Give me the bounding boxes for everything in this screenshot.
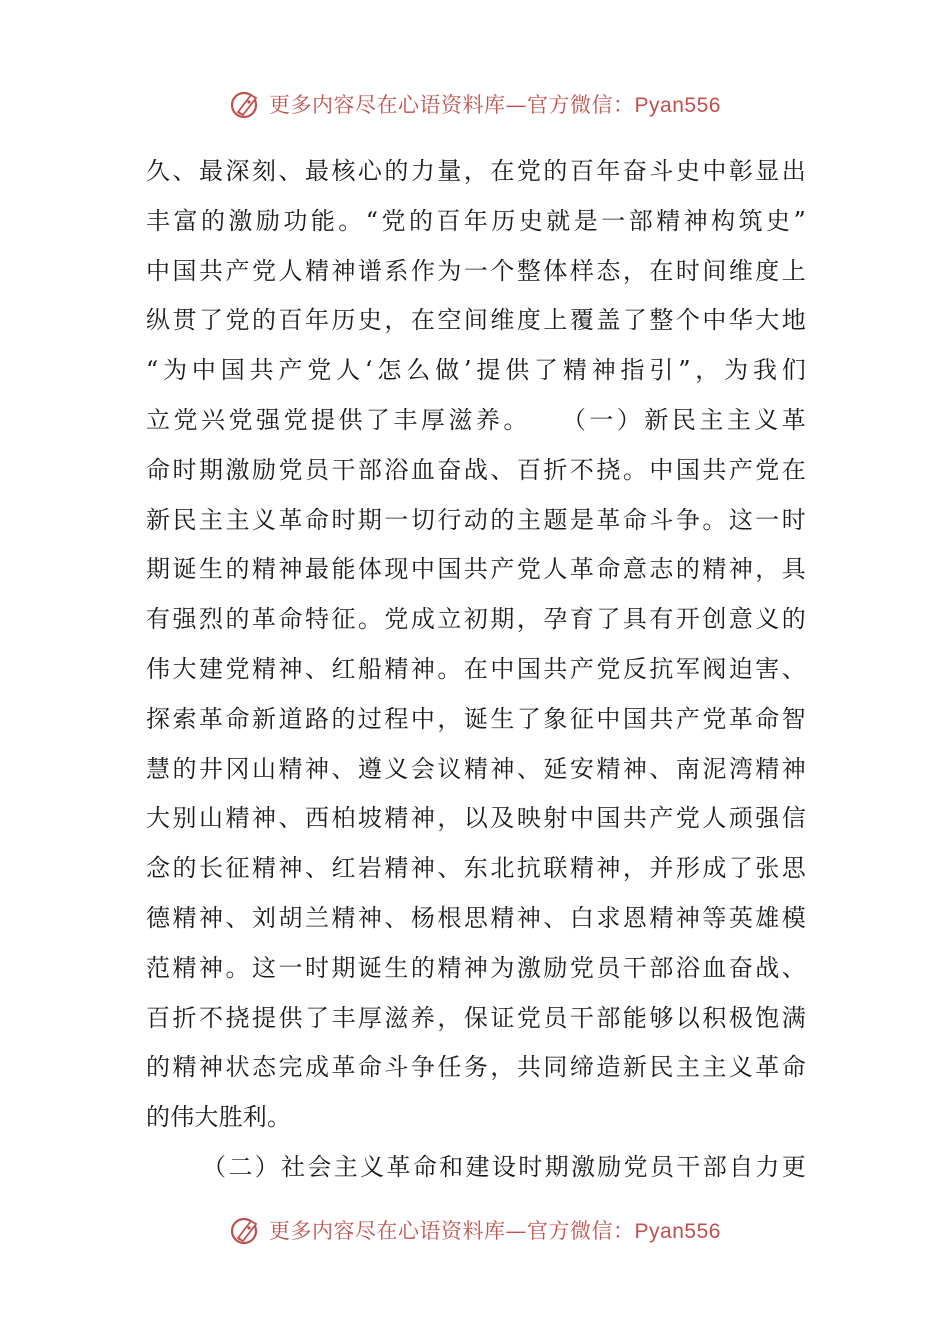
- header-watermark: [0, 84, 950, 124]
- pen-nib-circle-logo-icon: [229, 1213, 263, 1247]
- body-text-line: 探索革命新道路的过程中，诞生了象征中国共产党革命智: [146, 704, 806, 733]
- body-text-line: 丰富的激励功能。“党的百年历史就是一部精神构筑史”: [146, 206, 806, 235]
- body-text-line: 命时期激励党员干部浴血奋战、百折不挠。中国共产党在: [146, 455, 806, 484]
- body-text-line: 大别山精神、西柏坡精神，以及映射中国共产党人顽强信: [146, 804, 806, 833]
- watermark-text: 更多内容尽在心语资料库—官方微信：Pyan556: [269, 93, 721, 117]
- body-text-line: 中国共产党人精神谱系作为一个整体样态，在时间维度上: [146, 256, 806, 285]
- document-body: [146, 147, 806, 1193]
- footer-watermark: [0, 1210, 950, 1250]
- body-text-line: 德精神、刘胡兰精神、杨根思精神、白求恩精神等英雄模: [146, 903, 806, 932]
- body-text-line: 范精神。这一时期诞生的精神为激励党员干部浴血奋战、: [146, 953, 806, 982]
- body-text-line: 期诞生的精神最能体现中国共产党人革命意志的精神，具: [146, 555, 806, 584]
- body-text-line: 伟大建党精神、红船精神。在中国共产党反抗军阀迫害、: [146, 654, 806, 683]
- body-text-line: 立党兴党强党提供了丰厚滋养。 （一）新民主主义革: [146, 405, 806, 434]
- body-text-line: 的精神状态完成革命斗争任务，共同缔造新民主主义革命: [146, 1053, 806, 1082]
- body-text-line: （二）社会主义革命和建设时期激励党员干部自力更: [202, 1152, 806, 1181]
- body-text-line: “为中国共产党人‘怎么做’提供了精神指引”，为我们: [146, 356, 806, 385]
- body-text-line: 念的长征精神、红岩精神、东北抗联精神，并形成了张思: [146, 854, 806, 883]
- body-text-line: 新民主主义革命时期一切行动的主题是革命斗争。这一时: [146, 505, 806, 534]
- pen-nib-circle-logo-icon: [229, 87, 263, 121]
- body-text-line: 纵贯了党的百年历史，在空间维度上覆盖了整个中华大地: [146, 306, 806, 335]
- body-text-line: 有强烈的革命特征。党成立初期，孕育了具有开创意义的: [146, 605, 806, 634]
- body-text-line: 久、最深刻、最核心的力量，在党的百年奋斗史中彰显出: [146, 157, 806, 185]
- wechat-id: Pyan556: [634, 1220, 721, 1243]
- body-text-line: 慧的井冈山精神、遵义会议精神、延安精神、南泥湾精神: [146, 754, 806, 783]
- body-text-line: 的伟大胜利。: [146, 1103, 292, 1132]
- body-text-line: 百折不挠提供了丰厚滋养，保证党员干部能够以积极饱满: [146, 1003, 806, 1032]
- watermark-text: 更多内容尽在心语资料库—官方微信：Pyan556: [269, 1219, 721, 1243]
- wechat-id: Pyan556: [634, 94, 721, 117]
